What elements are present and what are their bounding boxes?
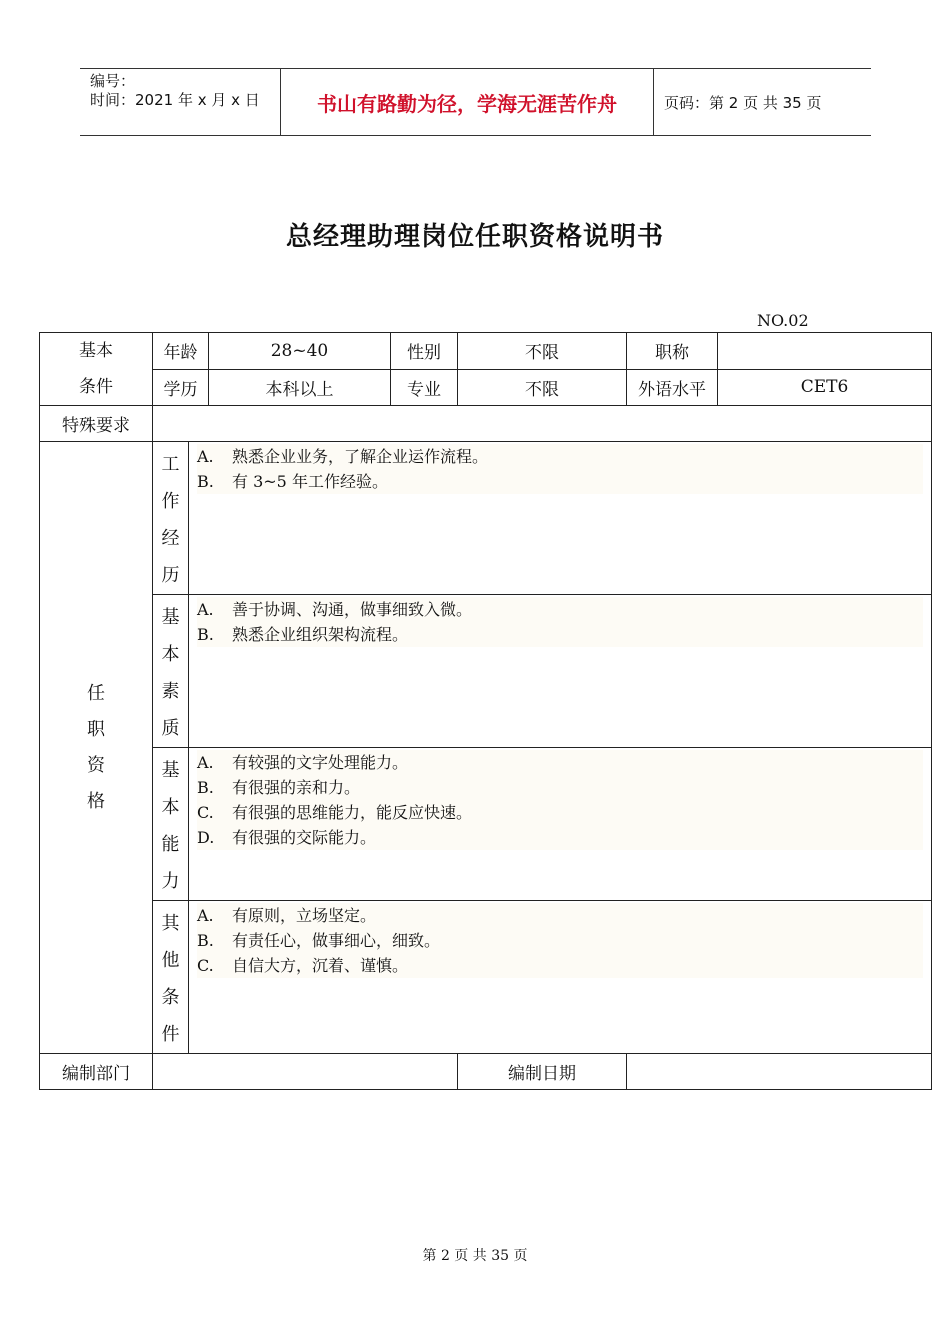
list-item <box>197 953 923 978</box>
items-list <box>197 903 923 978</box>
special-row <box>40 406 932 442</box>
section-label-char: 基 <box>161 760 180 781</box>
item-key: B. <box>197 472 214 491</box>
item-key: A. <box>197 447 214 466</box>
section-label-char: 条 <box>161 987 180 1008</box>
page-footer: 第 2 页 共 35 页 <box>422 1248 528 1264</box>
item-text: 善于协调、沟通，做事细致入微。 <box>232 600 473 619</box>
section-label-char: 他 <box>161 950 180 971</box>
section-label-char: 本 <box>161 644 180 665</box>
list-item <box>197 597 923 622</box>
section-label <box>153 442 189 595</box>
items-list <box>197 597 923 647</box>
section-items <box>189 442 932 595</box>
major-value: 不限 <box>458 369 627 406</box>
title-label: 职称 <box>627 333 718 370</box>
item-text: 有很强的思维能力，能反应快速。 <box>232 803 473 822</box>
section-work-experience <box>40 442 932 595</box>
document-title: 总经理助理岗位任职资格说明书 <box>285 222 664 252</box>
dept-value <box>153 1054 458 1090</box>
list-item <box>197 750 923 775</box>
items-list <box>197 750 923 850</box>
qualification-label-char: 格 <box>87 790 105 812</box>
section-other-conditions <box>40 901 932 1054</box>
list-item <box>197 800 923 825</box>
item-text: 有责任心，做事细心，细致。 <box>232 931 441 950</box>
title-value <box>718 333 932 370</box>
basic-row-2 <box>40 369 932 406</box>
item-text: 有 3~5 年工作经验。 <box>232 472 388 491</box>
lang-label: 外语水平 <box>627 369 718 406</box>
item-text: 有很强的交际能力。 <box>232 828 377 847</box>
date-value <box>627 1054 932 1090</box>
basic-label-line1: 基本 <box>79 341 113 361</box>
section-label-char: 工 <box>161 454 180 475</box>
section-label <box>153 748 189 901</box>
header-time: 时间：2021 年 x 月 x 日 <box>90 91 260 109</box>
list-item <box>197 469 923 494</box>
item-text: 有原则，立场坚定。 <box>232 906 377 925</box>
item-text: 熟悉企业业务，了解企业运作流程。 <box>232 447 489 466</box>
item-key: A. <box>197 906 214 925</box>
dept-label: 编制部门 <box>40 1054 153 1090</box>
section-label-char: 力 <box>161 871 180 892</box>
gender-label: 性别 <box>391 333 458 370</box>
list-item <box>197 903 923 928</box>
special-label: 特殊要求 <box>40 406 153 442</box>
header-motto: 书山有路勤为径，学海无涯苦作舟 <box>281 69 654 135</box>
major-label: 专业 <box>391 369 458 406</box>
item-key: C. <box>197 803 214 822</box>
qualification-label <box>40 442 153 1054</box>
item-key: A. <box>197 600 214 619</box>
basic-row-1 <box>40 333 932 370</box>
section-label <box>153 901 189 1054</box>
section-items <box>189 748 932 901</box>
section-basic-ability <box>40 748 932 901</box>
list-item <box>197 825 923 850</box>
item-key: C. <box>197 956 214 975</box>
compile-row <box>40 1054 932 1090</box>
section-label-char: 件 <box>161 1024 180 1045</box>
qualification-label-char: 职 <box>87 718 105 740</box>
section-items <box>189 595 932 748</box>
edu-label: 学历 <box>153 369 209 406</box>
basic-label-line2: 条件 <box>79 377 113 397</box>
special-value <box>153 406 932 442</box>
page-header <box>80 68 871 136</box>
qualification-label-char: 任 <box>87 682 105 704</box>
header-meta <box>80 69 281 135</box>
item-key: D. <box>197 828 215 847</box>
section-label-char: 本 <box>161 797 180 818</box>
section-label-char: 其 <box>161 913 180 934</box>
section-label-char: 历 <box>161 565 180 586</box>
item-key: B. <box>197 931 214 950</box>
items-list <box>197 444 923 494</box>
list-item <box>197 928 923 953</box>
age-value: 28~40 <box>209 333 391 370</box>
list-item <box>197 775 923 800</box>
section-label <box>153 595 189 748</box>
qualification-label-char: 资 <box>87 754 105 776</box>
list-item <box>197 444 923 469</box>
age-label: 年龄 <box>153 333 209 370</box>
gender-value: 不限 <box>458 333 627 370</box>
lang-value: CET6 <box>718 369 932 406</box>
section-label-char: 质 <box>161 718 180 739</box>
qualification-table <box>39 332 932 1090</box>
section-label-char: 能 <box>161 834 180 855</box>
section-label-char: 作 <box>161 491 180 512</box>
list-item <box>197 622 923 647</box>
section-basic-quality <box>40 595 932 748</box>
header-page-info: 页码：第 2 页 共 35 页 <box>664 93 822 112</box>
section-label-char: 经 <box>161 528 180 549</box>
item-key: B. <box>197 778 214 797</box>
item-text: 有很强的亲和力。 <box>232 778 361 797</box>
edu-value: 本科以上 <box>209 369 391 406</box>
date-label: 编制日期 <box>458 1054 627 1090</box>
header-number: 编号： <box>90 72 136 90</box>
item-key: A. <box>197 753 214 772</box>
item-text: 有较强的文字处理能力。 <box>232 753 409 772</box>
item-text: 自信大方，沉着、谨慎。 <box>232 956 409 975</box>
section-label-char: 基 <box>161 607 180 628</box>
basic-label-cell <box>40 333 153 406</box>
section-items <box>189 901 932 1054</box>
section-label-char: 素 <box>161 681 180 702</box>
item-text: 熟悉企业组织架构流程。 <box>232 625 409 644</box>
item-key: B. <box>197 625 214 644</box>
document-number: NO.02 <box>757 311 809 330</box>
